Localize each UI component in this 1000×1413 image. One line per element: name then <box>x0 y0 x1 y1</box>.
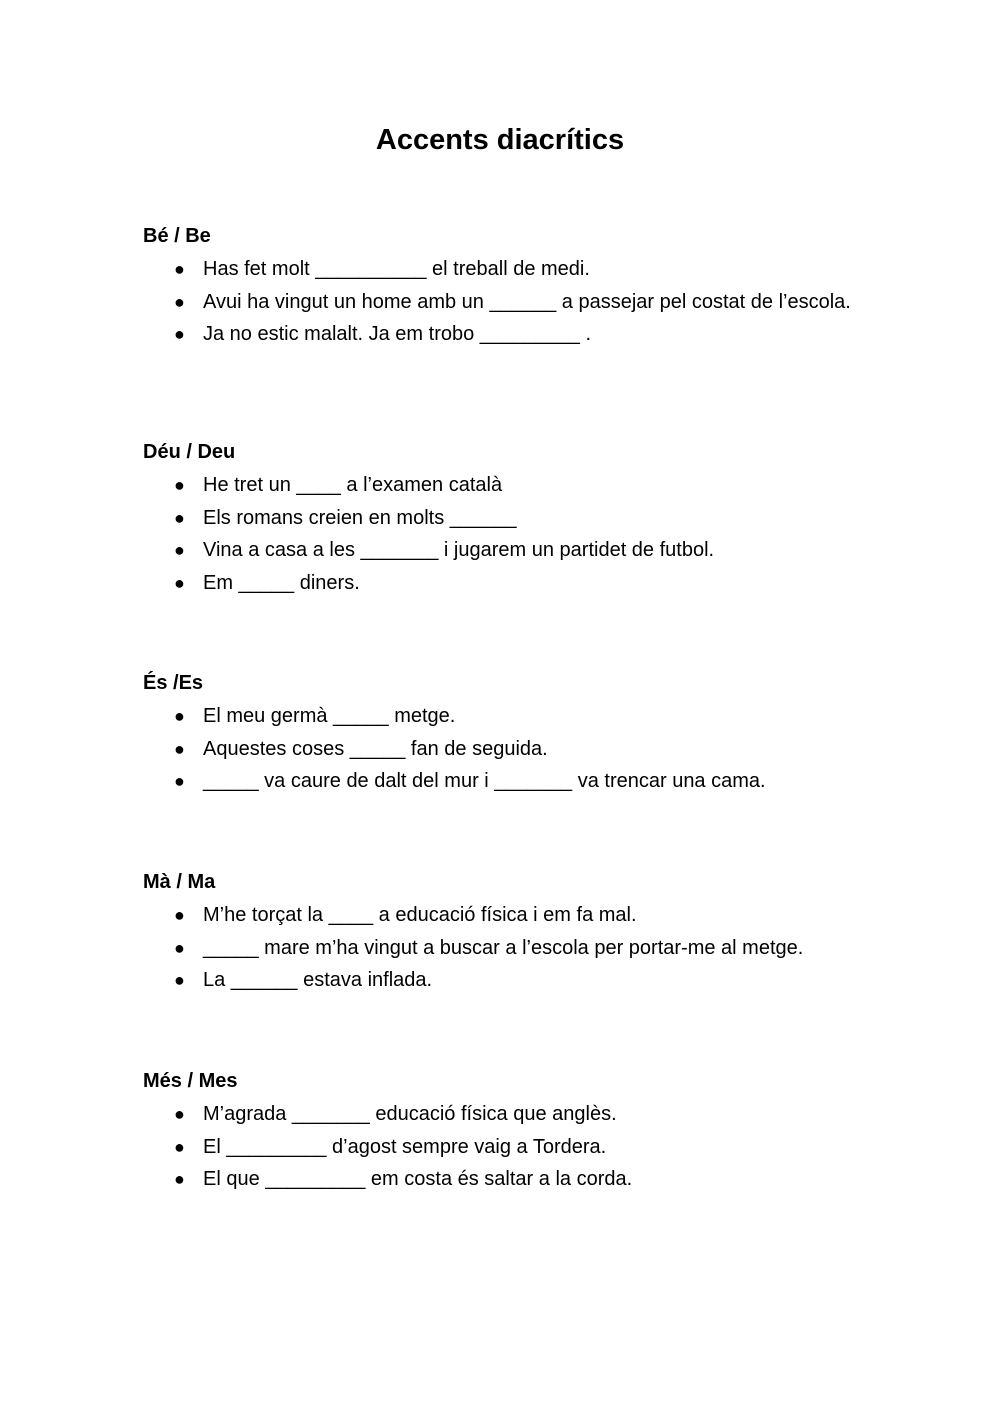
exercise-sentence: Em _____ diners. <box>203 571 360 594</box>
exercise-sentence: Has fet molt __________ el treball de medi. <box>203 258 590 280</box>
exercise-list <box>143 1098 863 1196</box>
exercise-sentence: El que _________ em costa és saltar a la corda. <box>203 1168 633 1190</box>
section-mes <box>143 1067 863 1190</box>
list-item <box>143 765 863 798</box>
bullet-icon: ● <box>174 324 185 344</box>
exercise-sentence: M’he torçat la ____ a educació física i em fa mal. <box>203 904 637 926</box>
exercise-sentence: Els romans creien en molts ______ <box>203 506 517 529</box>
list-item <box>143 700 863 733</box>
section-es <box>143 669 863 792</box>
exercise-sentence: Vina a casa a les _______ i jugarem un partidet de futbol. <box>203 539 715 561</box>
bullet-icon: ● <box>174 475 185 495</box>
list-item <box>143 1098 863 1131</box>
list-item <box>143 964 863 997</box>
exercise-list <box>143 469 863 599</box>
bullet-icon: ● <box>174 540 185 560</box>
exercise-sentence: Ja no estic malalt. Ja em trobo _________ . <box>203 323 592 345</box>
list-item <box>143 502 863 535</box>
exercise-list <box>143 700 863 798</box>
section-heading: Més / Mes <box>143 1070 238 1092</box>
bullet-icon: ● <box>174 706 185 726</box>
exercise-list <box>143 253 863 351</box>
bullet-icon: ● <box>174 291 185 312</box>
exercise-sentence: Aquestes coses _____ fan de seguida. <box>203 737 548 760</box>
section-ma <box>143 868 863 991</box>
exercise-sentence: M’agrada _______ educació física que anglès. <box>203 1103 617 1125</box>
section-deu <box>143 438 863 594</box>
list-item <box>143 253 863 286</box>
list-item <box>143 899 863 932</box>
section-be <box>143 222 863 345</box>
list-item <box>143 932 863 965</box>
bullet-icon: ● <box>174 937 185 958</box>
bullet-icon: ● <box>174 970 185 990</box>
list-item <box>143 1131 863 1164</box>
list-item <box>143 469 863 502</box>
exercise-sentence: He tret un ____ a l’examen català <box>203 474 503 496</box>
exercise-sentence: _____ mare m’ha vingut a buscar a l’escola per portar-me al metge. <box>203 936 804 959</box>
bullet-icon: ● <box>174 507 185 528</box>
bullet-icon: ● <box>174 259 185 279</box>
bullet-icon: ● <box>174 1136 185 1157</box>
list-item <box>143 534 863 567</box>
page-title: Accents diacrítics <box>375 124 625 156</box>
bullet-icon: ● <box>174 771 185 791</box>
exercise-sentence: Avui ha vingut un home amb un ______ a passejar pel costat de l’escola. <box>203 290 851 313</box>
bullet-icon: ● <box>174 1104 185 1124</box>
section-heading: Déu / Deu <box>143 441 236 463</box>
list-item <box>143 318 863 351</box>
section-heading: Bé / Be <box>143 225 211 247</box>
bullet-icon: ● <box>174 905 185 925</box>
bullet-icon: ● <box>174 1169 185 1189</box>
bullet-icon: ● <box>174 738 185 759</box>
exercise-sentence: El meu germà _____ metge. <box>203 705 456 727</box>
list-item <box>143 733 863 766</box>
exercise-sentence: _____ va caure de dalt del mur i _______ va trencar una cama. <box>203 770 766 792</box>
section-heading: Mà / Ma <box>143 871 216 893</box>
list-item <box>143 286 863 319</box>
list-item <box>143 1163 863 1196</box>
exercise-list <box>143 899 863 997</box>
list-item <box>143 567 863 600</box>
section-heading: És /Es <box>143 672 204 694</box>
bullet-icon: ● <box>174 572 185 593</box>
exercise-sentence: El _________ d’agost sempre vaig a Tordera. <box>203 1135 607 1158</box>
exercise-sentence: La ______ estava inflada. <box>203 969 433 991</box>
